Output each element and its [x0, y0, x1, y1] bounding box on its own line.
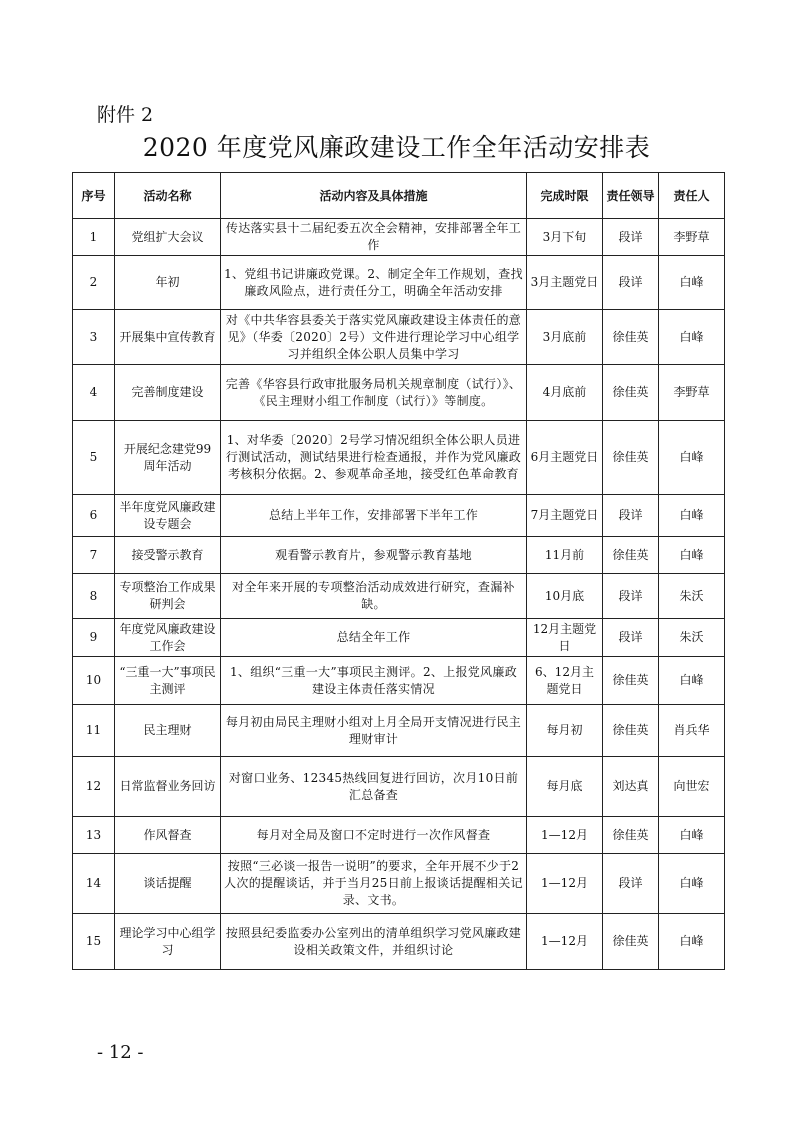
- cell-activity: 半年度党风廉政建设专题会: [115, 495, 221, 537]
- cell-index: 15: [73, 914, 115, 970]
- cell-activity: 完善制度建设: [115, 365, 221, 421]
- cell-person: 李野草: [659, 219, 725, 256]
- cell-activity: 年初: [115, 256, 221, 310]
- page-number: - 12 -: [97, 1042, 144, 1063]
- cell-content: 对窗口业务、12345热线回复进行回访，次月10日前汇总备查: [221, 757, 527, 817]
- cell-deadline: 3月下旬: [527, 219, 603, 256]
- cell-index: 1: [73, 219, 115, 256]
- cell-activity: 年度党风廉政建设工作会: [115, 619, 221, 657]
- cell-leader: 徐佳英: [603, 421, 659, 495]
- table-row: [73, 914, 725, 970]
- cell-activity: 党组扩大会议: [115, 219, 221, 256]
- cell-content: 1、对华委〔2020〕2号学习情况组织全体公职人员进行测试活动，测试结果进行检查通报，并作为党风廉政考核积分依据。2、参观革命圣地，接受红色革命教育: [221, 421, 527, 495]
- cell-deadline: 6月主题党日: [527, 421, 603, 495]
- cell-activity: 作风督查: [115, 817, 221, 854]
- cell-leader: 段详: [603, 574, 659, 619]
- cell-person: 白峰: [659, 817, 725, 854]
- cell-index: 4: [73, 365, 115, 421]
- cell-person: 白峰: [659, 421, 725, 495]
- cell-index: 9: [73, 619, 115, 657]
- table-row: [73, 421, 725, 495]
- cell-content: 每月对全局及窗口不定时进行一次作风督查: [221, 817, 527, 854]
- cell-content: 传达落实县十二届纪委五次全会精神，安排部署全年工作: [221, 219, 527, 256]
- cell-activity: 日常监督业务回访: [115, 757, 221, 817]
- cell-deadline: 11月前: [527, 537, 603, 574]
- cell-activity: 民主理财: [115, 705, 221, 757]
- cell-deadline: 1—12月: [527, 817, 603, 854]
- cell-leader: 段详: [603, 219, 659, 256]
- cell-leader: 徐佳英: [603, 914, 659, 970]
- cell-content: 观看警示教育片，参观警示教育基地: [221, 537, 527, 574]
- table-row: [73, 310, 725, 365]
- header-index: 序号: [73, 173, 115, 219]
- table-row: [73, 705, 725, 757]
- table-row: [73, 817, 725, 854]
- cell-content: 对《中共华容县委关于落实党风廉政建设主体责任的意见》（华委〔2020〕2号）文件进行理论学习中心组学习并组织全体公职人员集中学习: [221, 310, 527, 365]
- table-row: [73, 757, 725, 817]
- cell-content: 完善《华容县行政审批服务局机关规章制度（试行）》、《民主理财小组工作制度（试行）》等制度。: [221, 365, 527, 421]
- table-row: [73, 574, 725, 619]
- cell-index: 11: [73, 705, 115, 757]
- cell-leader: 段详: [603, 256, 659, 310]
- cell-content: 按照“三必谈一报告一说明”的要求，全年开展不少于2人次的提醒谈话，并于当月25日前上报谈话提醒相关记录、文书。: [221, 854, 527, 914]
- cell-deadline: 每月初: [527, 705, 603, 757]
- cell-leader: 刘达真: [603, 757, 659, 817]
- cell-person: 白峰: [659, 495, 725, 537]
- cell-person: 朱沃: [659, 619, 725, 657]
- header-content: 活动内容及具体措施: [221, 173, 527, 219]
- cell-content: 每月初由局民主理财小组对上月全局开支情况进行民主理财审计: [221, 705, 527, 757]
- table-row: [73, 854, 725, 914]
- cell-index: 5: [73, 421, 115, 495]
- page-title: 2020 年度党风廉政建设工作全年活动安排表: [142, 133, 651, 162]
- cell-activity: 接受警示教育: [115, 537, 221, 574]
- cell-content: 1、组织“三重一大”事项民主测评。2、上报党风廉政建设主体责任落实情况: [221, 657, 527, 705]
- cell-person: 朱沃: [659, 574, 725, 619]
- table-row: [73, 256, 725, 310]
- cell-activity: 理论学习中心组学习: [115, 914, 221, 970]
- cell-person: 白峰: [659, 657, 725, 705]
- header-activity: 活动名称: [115, 173, 221, 219]
- attachment-label: 附件 2: [97, 104, 154, 126]
- cell-content: 按照县纪委监委办公室列出的清单组织学习党风廉政建设相关政策文件，并组织讨论: [221, 914, 527, 970]
- cell-deadline: 12月主题党日: [527, 619, 603, 657]
- cell-activity: “三重一大”事项民主测评: [115, 657, 221, 705]
- header-person: 责任人: [659, 173, 725, 219]
- cell-leader: 徐佳英: [603, 705, 659, 757]
- cell-person: 李野草: [659, 365, 725, 421]
- cell-person: 向世宏: [659, 757, 725, 817]
- cell-content: 总结全年工作: [221, 619, 527, 657]
- cell-person: 白峰: [659, 854, 725, 914]
- cell-person: 白峰: [659, 310, 725, 365]
- cell-deadline: 每月底: [527, 757, 603, 817]
- cell-leader: 徐佳英: [603, 817, 659, 854]
- cell-activity: 开展纪念建党99周年活动: [115, 421, 221, 495]
- table-row: [73, 495, 725, 537]
- cell-index: 10: [73, 657, 115, 705]
- table-row: [73, 365, 725, 421]
- cell-index: 8: [73, 574, 115, 619]
- header-leader: 责任领导: [603, 173, 659, 219]
- cell-index: 14: [73, 854, 115, 914]
- cell-leader: 徐佳英: [603, 365, 659, 421]
- cell-activity: 谈话提醒: [115, 854, 221, 914]
- cell-index: 3: [73, 310, 115, 365]
- cell-deadline: 1—12月: [527, 914, 603, 970]
- cell-content: 1、党组书记讲廉政党课。2、制定全年工作规划，查找廉政风险点，进行责任分工，明确全年活动安排: [221, 256, 527, 310]
- cell-activity: 开展集中宣传教育: [115, 310, 221, 365]
- cell-deadline: 3月主题党日: [527, 256, 603, 310]
- header-deadline: 完成时限: [527, 173, 603, 219]
- table-row: [73, 619, 725, 657]
- cell-deadline: 10月底: [527, 574, 603, 619]
- table-row: [73, 537, 725, 574]
- cell-deadline: 3月底前: [527, 310, 603, 365]
- cell-leader: 徐佳英: [603, 657, 659, 705]
- cell-deadline: 4月底前: [527, 365, 603, 421]
- cell-index: 13: [73, 817, 115, 854]
- table-row: [73, 219, 725, 256]
- cell-leader: 段详: [603, 619, 659, 657]
- activity-schedule-table: [72, 172, 725, 970]
- cell-index: 2: [73, 256, 115, 310]
- cell-person: 白峰: [659, 914, 725, 970]
- cell-person: 肖兵华: [659, 705, 725, 757]
- cell-leader: 段详: [603, 854, 659, 914]
- cell-activity: 专项整治工作成果研判会: [115, 574, 221, 619]
- cell-content: 对全年来开展的专项整治活动成效进行研究，查漏补缺。: [221, 574, 527, 619]
- table-row: [73, 657, 725, 705]
- cell-index: 12: [73, 757, 115, 817]
- cell-leader: 段详: [603, 495, 659, 537]
- cell-deadline: 7月主题党日: [527, 495, 603, 537]
- cell-index: 7: [73, 537, 115, 574]
- cell-person: 白峰: [659, 537, 725, 574]
- cell-index: 6: [73, 495, 115, 537]
- cell-content: 总结上半年工作，安排部署下半年工作: [221, 495, 527, 537]
- cell-deadline: 6、12月主题党日: [527, 657, 603, 705]
- cell-leader: 徐佳英: [603, 310, 659, 365]
- table-header-row: [73, 173, 725, 219]
- cell-person: 白峰: [659, 256, 725, 310]
- cell-leader: 徐佳英: [603, 537, 659, 574]
- cell-deadline: 1—12月: [527, 854, 603, 914]
